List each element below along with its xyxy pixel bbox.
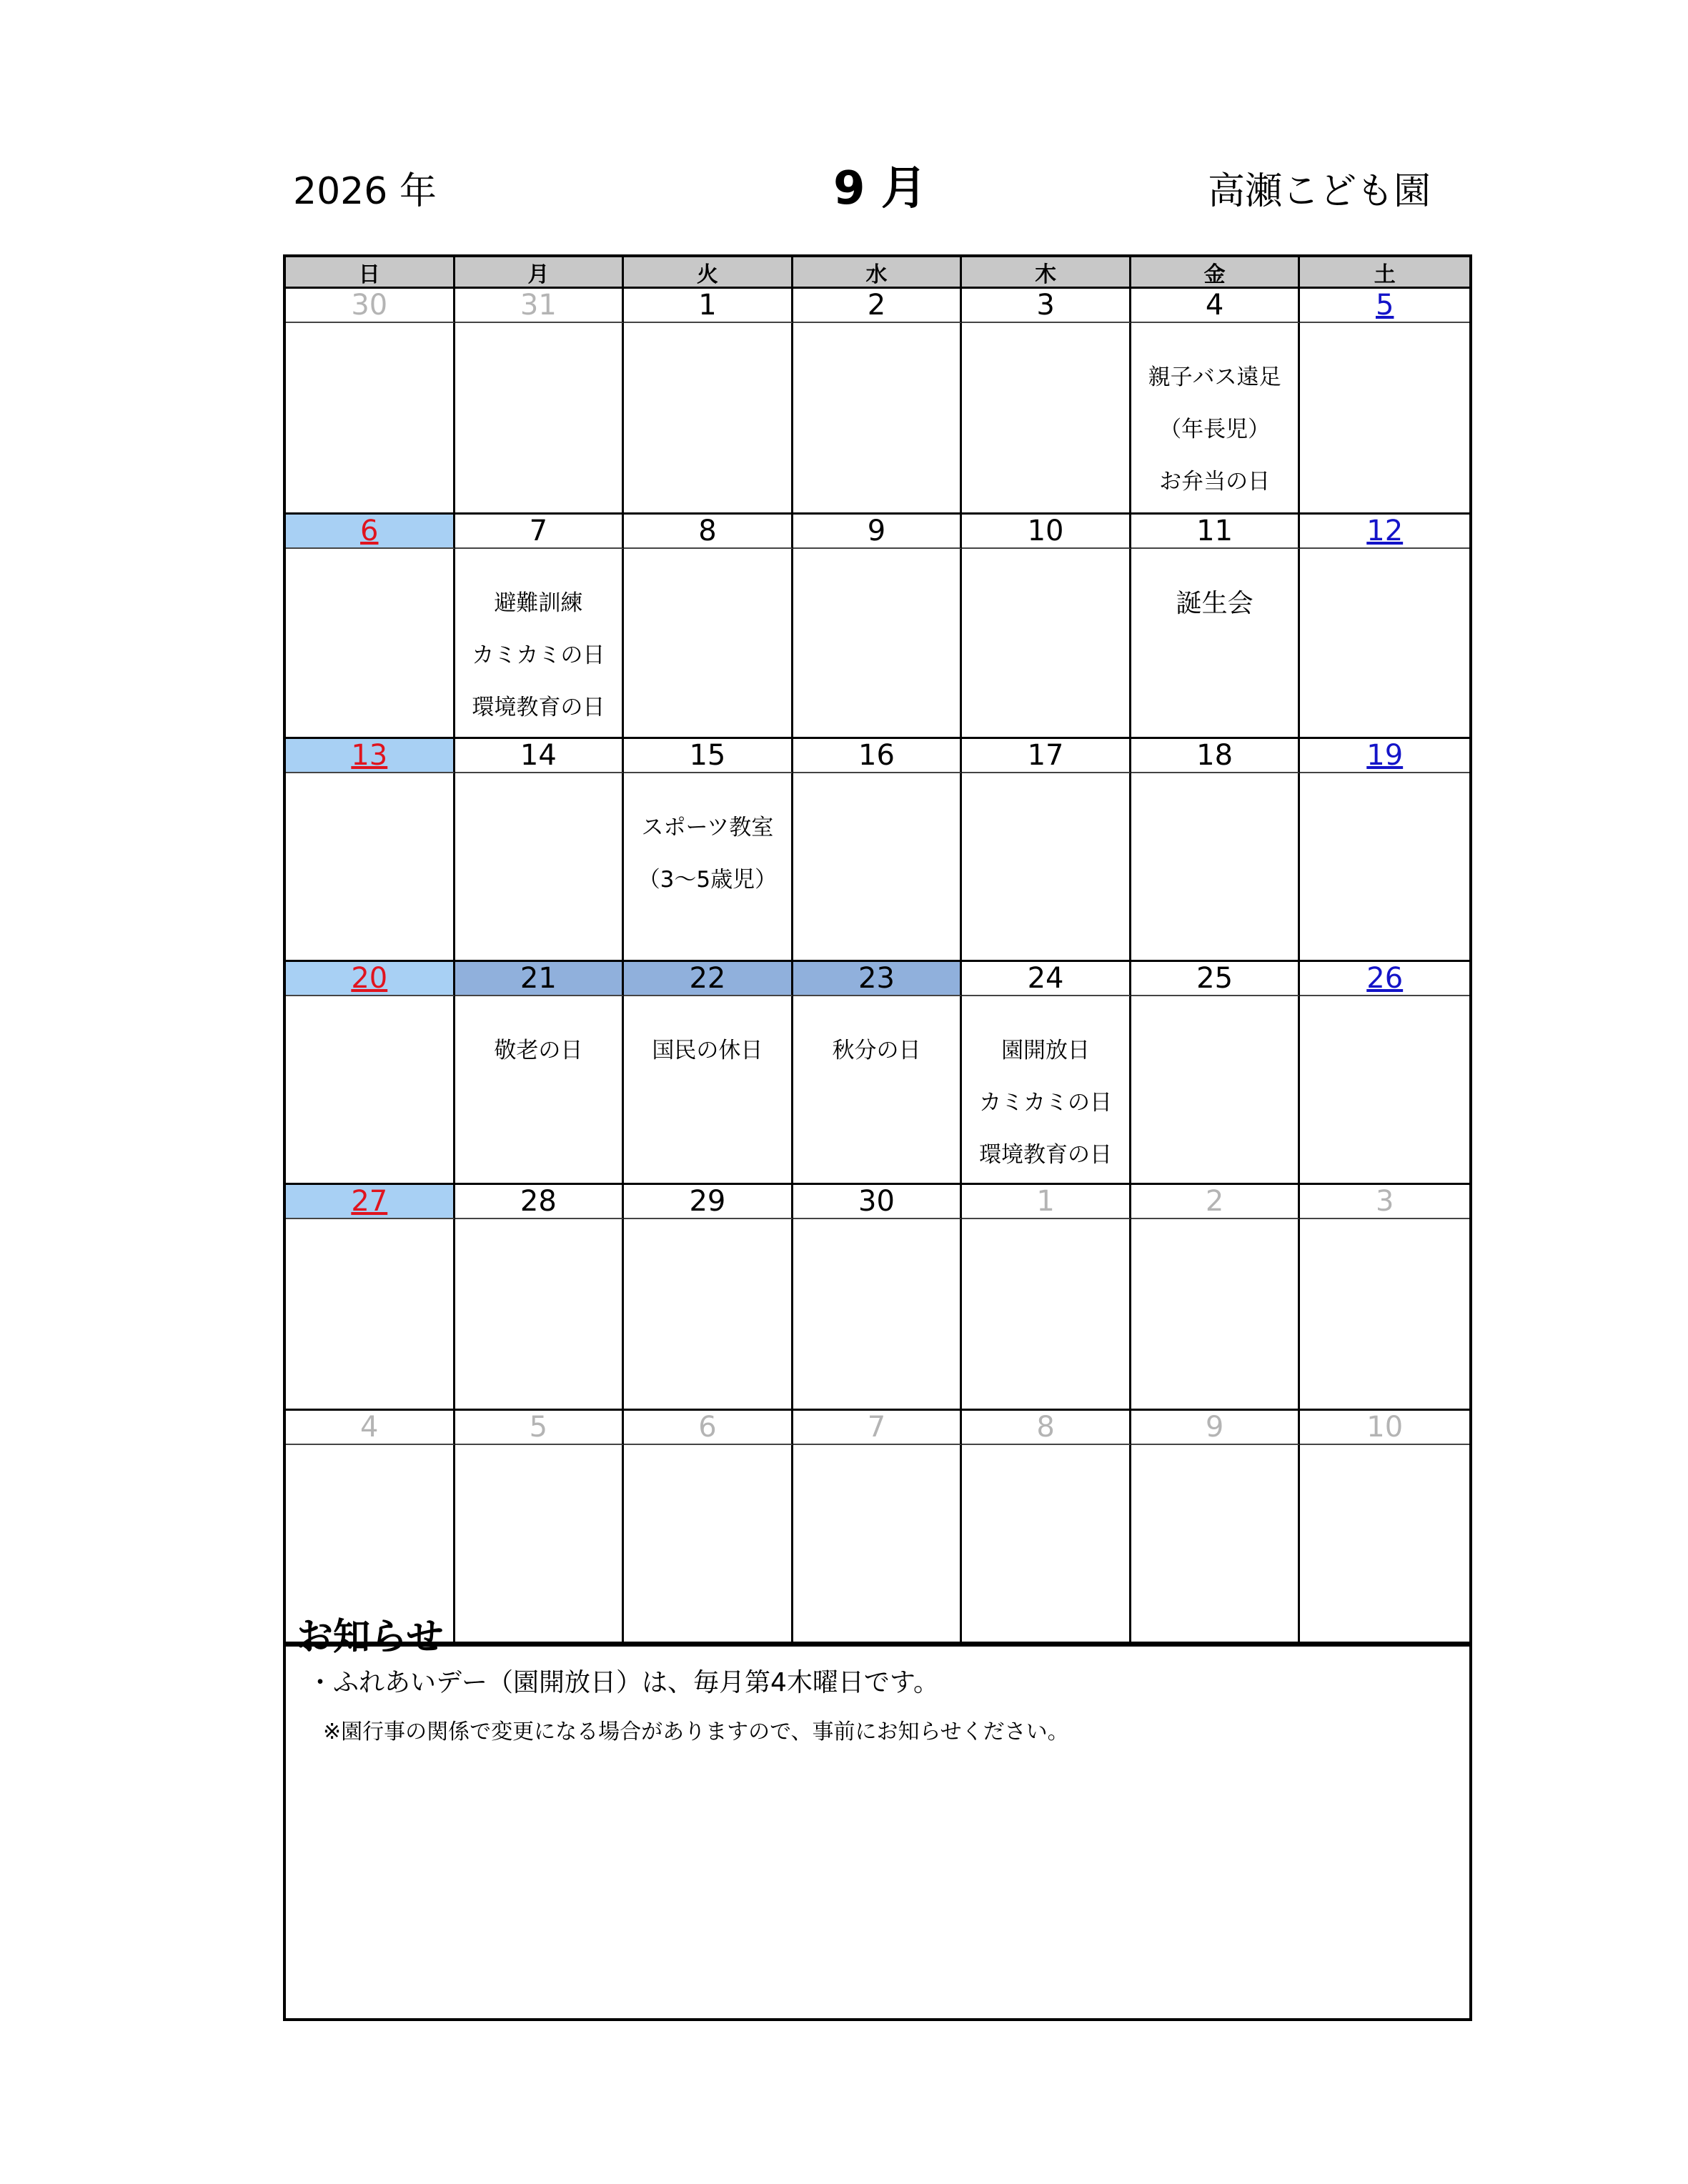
notice-text-2: ※園行事の関係で変更になる場合がありますので、事前にお知らせください。 bbox=[323, 1719, 1069, 1744]
day-number-cell bbox=[1300, 962, 1469, 996]
day-cell bbox=[624, 549, 793, 739]
day-number: 30 bbox=[351, 289, 388, 322]
day-number-cell bbox=[1131, 739, 1301, 773]
day-number-cell bbox=[793, 1185, 963, 1219]
day-number: 6 bbox=[360, 515, 379, 547]
day-cell bbox=[624, 323, 793, 515]
day-cell bbox=[793, 323, 963, 515]
day-cell bbox=[1131, 323, 1301, 515]
day-number-cell bbox=[962, 739, 1131, 773]
event-label: カミカミの日 bbox=[472, 642, 605, 668]
day-number-cell bbox=[793, 962, 963, 996]
day-cell bbox=[1131, 549, 1301, 739]
day-number-cell bbox=[1300, 289, 1469, 323]
day-cell bbox=[793, 773, 963, 962]
day-number: 24 bbox=[1027, 962, 1064, 995]
event-label: スポーツ教室 bbox=[641, 815, 774, 840]
day-cell bbox=[455, 549, 625, 739]
day-number-cell bbox=[793, 1411, 963, 1445]
weekday-header: 日 bbox=[286, 257, 455, 289]
day-number-cell bbox=[455, 962, 625, 996]
day-number: 3 bbox=[1036, 289, 1055, 322]
day-cell bbox=[1300, 996, 1469, 1185]
day-number-cell bbox=[962, 515, 1131, 549]
event-label: 秋分の日 bbox=[832, 1038, 921, 1063]
day-number: 4 bbox=[360, 1411, 379, 1444]
day-number-cell bbox=[1131, 515, 1301, 549]
day-number-cell bbox=[455, 289, 625, 323]
day-number: 25 bbox=[1196, 962, 1233, 995]
day-number-cell bbox=[455, 1185, 625, 1219]
day-number: 5 bbox=[1375, 289, 1394, 322]
day-cell bbox=[455, 996, 625, 1185]
day-cell bbox=[1300, 1219, 1469, 1411]
day-number: 8 bbox=[698, 515, 717, 547]
day-cell bbox=[624, 996, 793, 1185]
day-number: 10 bbox=[1366, 1411, 1404, 1444]
day-number: 10 bbox=[1027, 515, 1064, 547]
event-label: 親子バス遠足 bbox=[1148, 364, 1281, 390]
day-number: 1 bbox=[698, 289, 717, 322]
weekday-header: 火 bbox=[624, 257, 793, 289]
day-number: 19 bbox=[1366, 739, 1404, 772]
day-number-cell bbox=[624, 289, 793, 323]
day-cell bbox=[286, 996, 455, 1185]
day-number: 11 bbox=[1196, 515, 1233, 547]
day-number-cell bbox=[1300, 739, 1469, 773]
notice-section bbox=[283, 1601, 1472, 2021]
day-number-cell bbox=[455, 739, 625, 773]
day-number-cell bbox=[624, 515, 793, 549]
day-cell bbox=[455, 773, 625, 962]
event-label: 環境教育の日 bbox=[979, 1142, 1113, 1168]
event-label: お弁当の日 bbox=[1159, 469, 1271, 495]
day-number-cell bbox=[1300, 515, 1469, 549]
day-cell bbox=[286, 773, 455, 962]
day-number: 9 bbox=[1205, 1411, 1224, 1444]
day-number-cell bbox=[1300, 1411, 1469, 1445]
event-label: 敬老の日 bbox=[494, 1038, 583, 1063]
day-number-cell bbox=[624, 739, 793, 773]
day-cell bbox=[962, 549, 1131, 739]
event-label: 誕生会 bbox=[1176, 589, 1253, 618]
day-number-cell bbox=[793, 739, 963, 773]
calendar-grid bbox=[283, 254, 1472, 1647]
day-number: 30 bbox=[858, 1185, 895, 1218]
day-number-cell bbox=[962, 1411, 1131, 1445]
day-number: 20 bbox=[351, 962, 388, 995]
day-number-cell bbox=[624, 1185, 793, 1219]
day-number: 9 bbox=[867, 515, 886, 547]
event-label: 国民の休日 bbox=[652, 1038, 763, 1063]
day-number: 7 bbox=[867, 1411, 886, 1444]
day-cell bbox=[962, 773, 1131, 962]
day-number: 31 bbox=[520, 289, 557, 322]
day-number-cell bbox=[1131, 1411, 1301, 1445]
day-number-cell bbox=[793, 515, 963, 549]
event-label: 環境教育の日 bbox=[472, 695, 605, 720]
calendar-year: 2026 年 bbox=[293, 170, 437, 213]
day-number: 2 bbox=[1205, 1185, 1224, 1218]
event-label: 避難訓練 bbox=[494, 590, 583, 616]
weekday-header: 月 bbox=[455, 257, 625, 289]
day-cell bbox=[962, 1219, 1131, 1411]
day-number: 26 bbox=[1366, 962, 1404, 995]
day-cell bbox=[286, 323, 455, 515]
day-number: 5 bbox=[529, 1411, 548, 1444]
day-number-cell bbox=[1131, 962, 1301, 996]
day-number: 6 bbox=[698, 1411, 717, 1444]
day-cell bbox=[962, 996, 1131, 1185]
day-number-cell bbox=[455, 515, 625, 549]
day-cell bbox=[1300, 323, 1469, 515]
day-number-cell bbox=[962, 962, 1131, 996]
day-cell bbox=[793, 1219, 963, 1411]
day-number: 21 bbox=[520, 962, 557, 995]
day-number: 8 bbox=[1036, 1411, 1055, 1444]
day-cell bbox=[624, 1219, 793, 1411]
day-number: 12 bbox=[1366, 515, 1404, 547]
calendar-month: 9 月 bbox=[833, 162, 927, 215]
day-number: 18 bbox=[1196, 739, 1233, 772]
event-label: カミカミの日 bbox=[979, 1090, 1113, 1116]
day-cell bbox=[1300, 773, 1469, 962]
day-number-cell bbox=[1131, 289, 1301, 323]
day-number-cell bbox=[455, 1411, 625, 1445]
day-cell bbox=[455, 1219, 625, 1411]
day-number-cell bbox=[1300, 1185, 1469, 1219]
day-number-cell bbox=[1131, 1185, 1301, 1219]
notice-title: お知らせ bbox=[296, 1616, 444, 1659]
day-number-cell bbox=[286, 289, 455, 323]
day-number: 23 bbox=[858, 962, 895, 995]
day-number-cell bbox=[962, 1185, 1131, 1219]
day-cell bbox=[793, 549, 963, 739]
day-cell bbox=[1131, 996, 1301, 1185]
day-number-cell bbox=[286, 1411, 455, 1445]
day-number: 1 bbox=[1036, 1185, 1055, 1218]
day-cell bbox=[962, 323, 1131, 515]
weekday-header: 金 bbox=[1131, 257, 1301, 289]
day-number: 27 bbox=[351, 1185, 388, 1218]
day-number: 28 bbox=[520, 1185, 557, 1218]
day-number: 7 bbox=[529, 515, 548, 547]
event-label: 園開放日 bbox=[1001, 1038, 1091, 1063]
day-number: 2 bbox=[867, 289, 886, 322]
day-number: 16 bbox=[858, 739, 895, 772]
day-number: 13 bbox=[351, 739, 388, 772]
day-number-cell bbox=[624, 1411, 793, 1445]
weekday-header: 水 bbox=[793, 257, 963, 289]
notice-text-1: ・ふれあいデー（園開放日）は、毎月第4木曜日です。 bbox=[307, 1668, 940, 1697]
day-cell bbox=[1131, 1219, 1301, 1411]
day-number-cell bbox=[286, 515, 455, 549]
day-number: 4 bbox=[1205, 289, 1224, 322]
day-number: 15 bbox=[689, 739, 726, 772]
day-number-cell bbox=[286, 739, 455, 773]
day-cell bbox=[1131, 773, 1301, 962]
day-number: 14 bbox=[520, 739, 557, 772]
day-cell bbox=[286, 1219, 455, 1411]
day-cell bbox=[1300, 549, 1469, 739]
day-cell bbox=[455, 323, 625, 515]
day-number-cell bbox=[624, 962, 793, 996]
day-cell bbox=[286, 549, 455, 739]
day-number-cell bbox=[962, 289, 1131, 323]
day-cell bbox=[624, 773, 793, 962]
school-name: 高瀬こども園 bbox=[1208, 170, 1431, 213]
weekday-header: 木 bbox=[962, 257, 1131, 289]
day-number: 17 bbox=[1027, 739, 1064, 772]
day-cell bbox=[793, 996, 963, 1185]
weekday-header: 土 bbox=[1300, 257, 1469, 289]
day-number-cell bbox=[286, 962, 455, 996]
day-number: 3 bbox=[1375, 1185, 1394, 1218]
day-number: 22 bbox=[689, 962, 726, 995]
day-number-cell bbox=[286, 1185, 455, 1219]
day-number: 29 bbox=[689, 1185, 726, 1218]
event-label: （年長児） bbox=[1159, 417, 1271, 442]
day-number-cell bbox=[793, 289, 963, 323]
event-label: （3～5歳児） bbox=[637, 867, 778, 893]
